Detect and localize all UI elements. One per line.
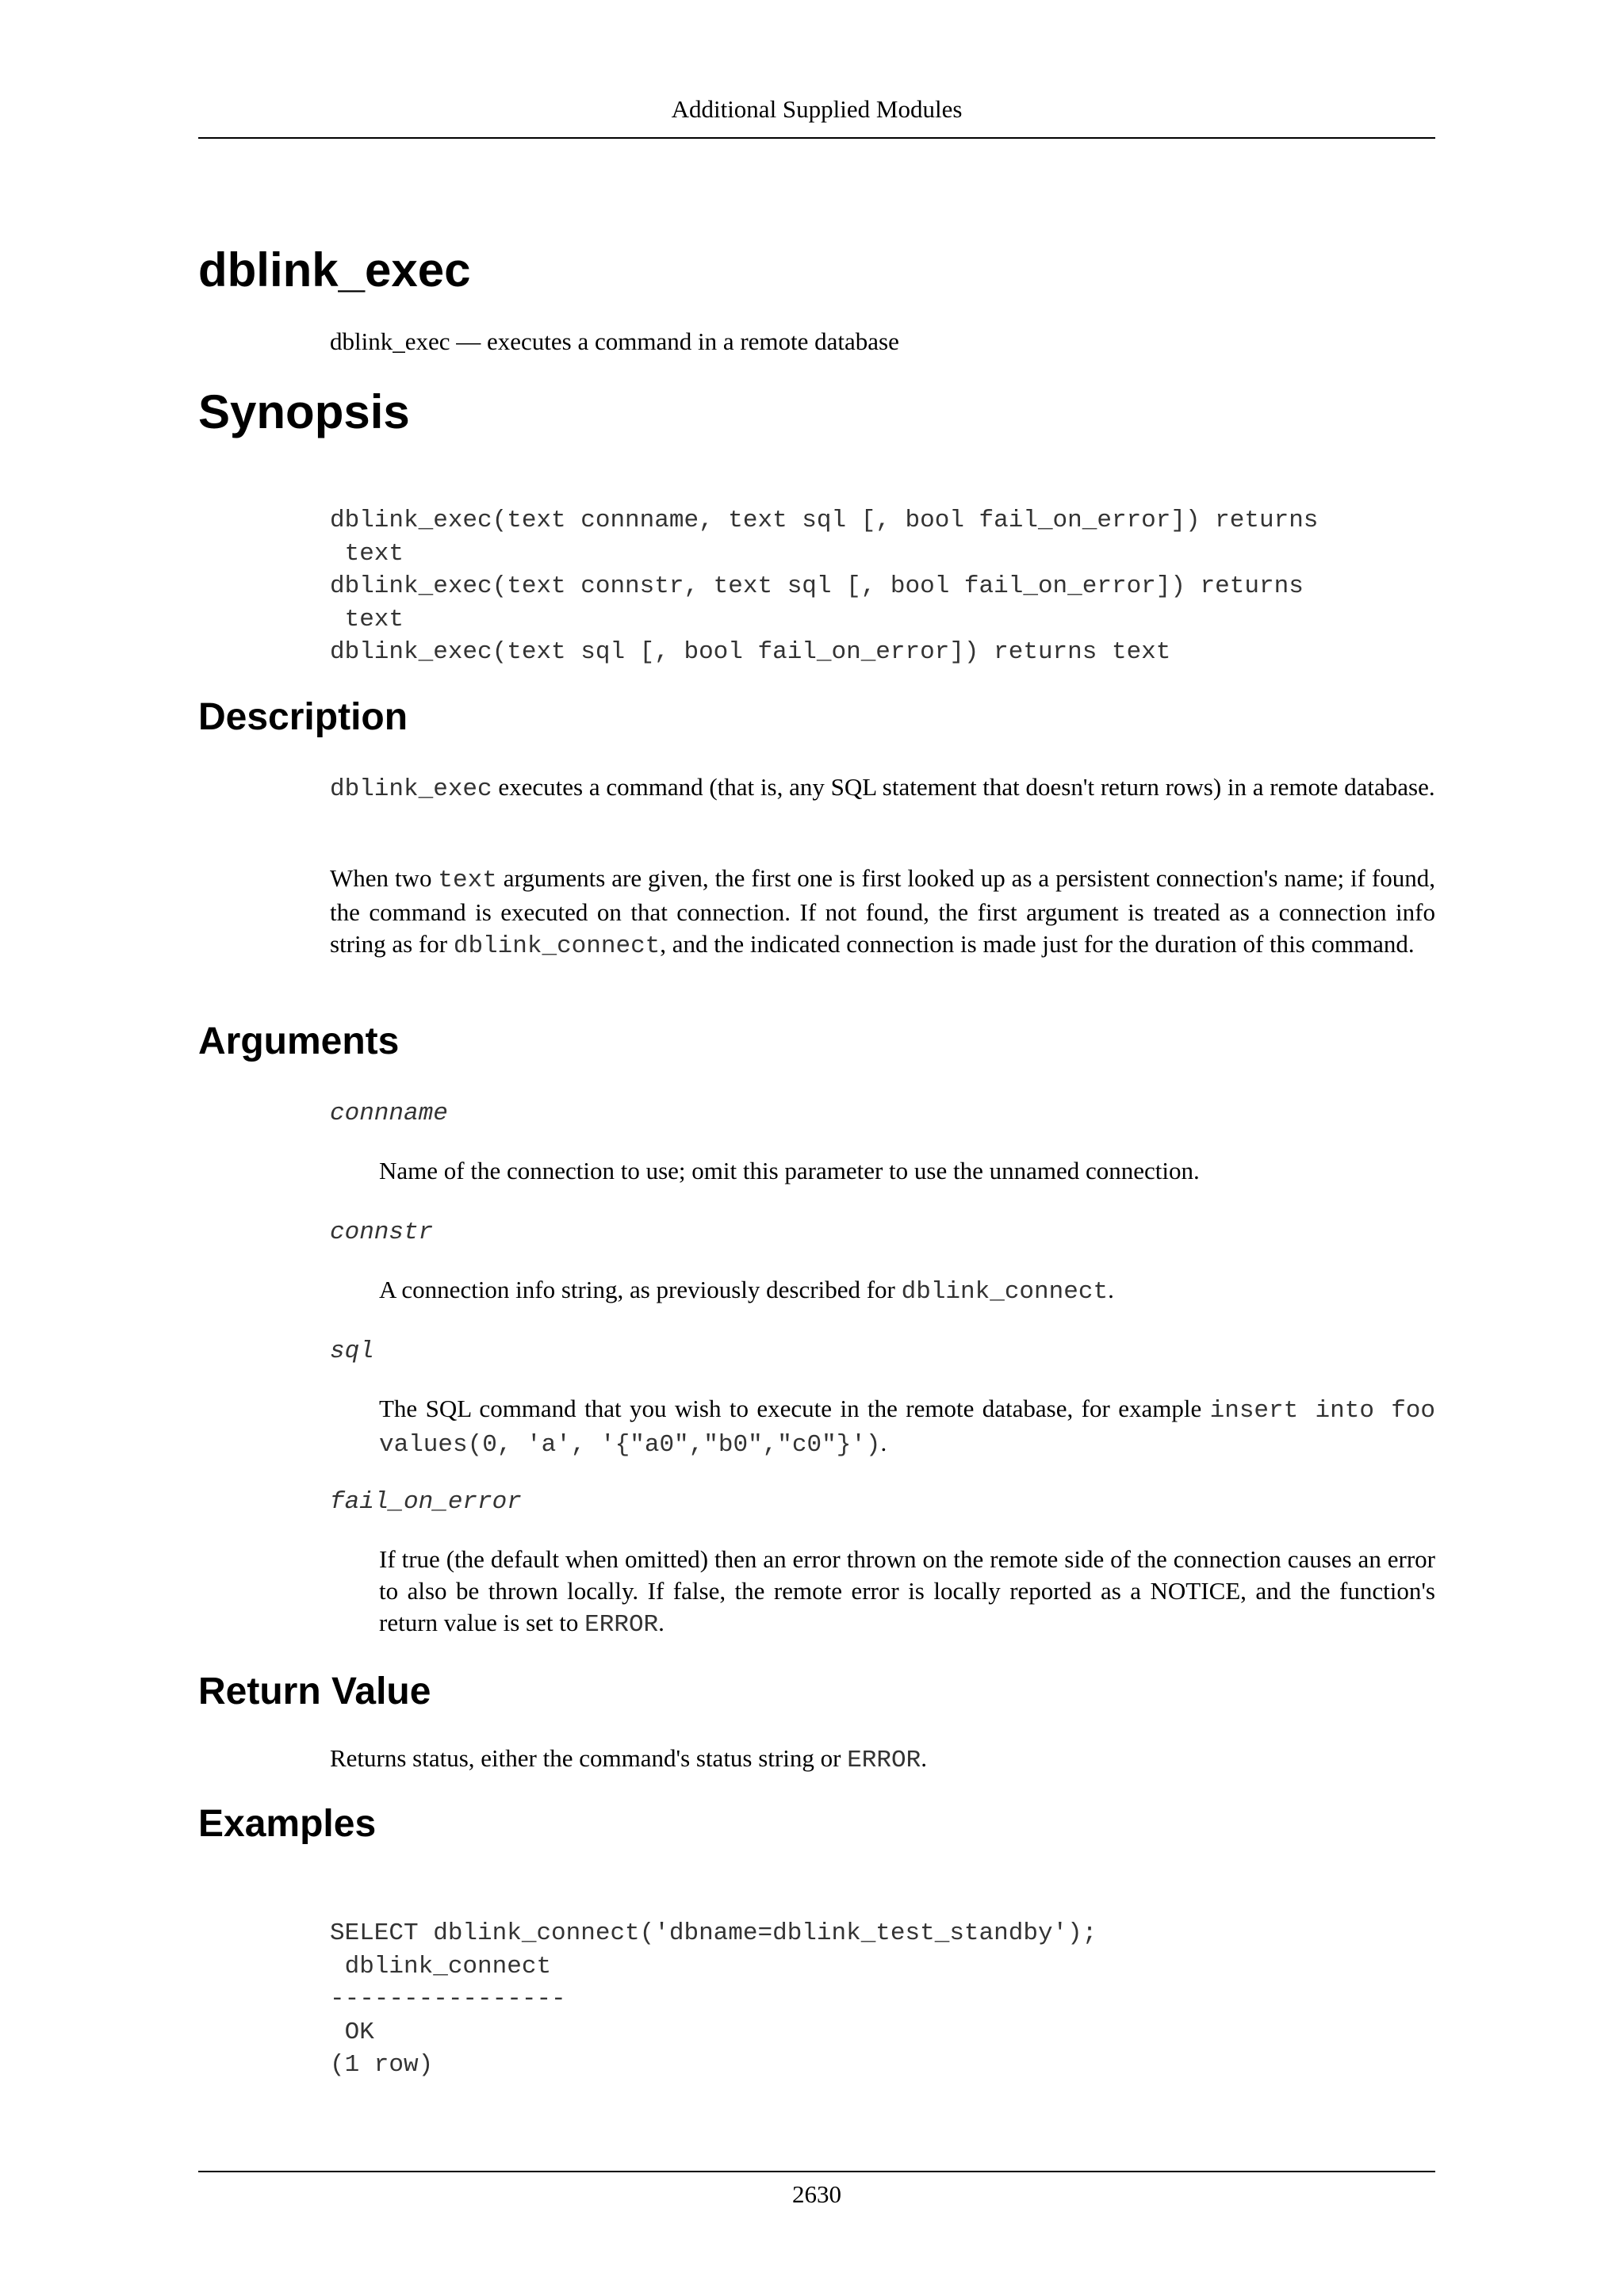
inline-code: ERROR — [847, 1747, 921, 1774]
inline-code: text — [438, 867, 497, 894]
running-header: Additional Supplied Modules — [671, 95, 963, 123]
description-paragraph-2 — [330, 863, 1435, 962]
argument-desc-sql: The SQL command that you wish to execute in the remote database, for example insert into foo values(0, 'a', '{"a0","b0","c0"}'). — [379, 1395, 1435, 1459]
paragraph-text: When two — [330, 864, 439, 892]
return-value-text: Returns status, either the command's status string or ERROR. — [330, 1744, 927, 1774]
synopsis-code: dblink_exec(text connname, text sql [, bool fail_on_error]) returns text dblink_exec(text connstr, text sql [, bool fail_on_error]) returns text dblink_exec(text sql [, bool fail_on_error]) returns text — [330, 507, 1319, 666]
examples-code: SELECT dblink_connect('dbname=dblink_test_standby'); dblink_connect ---------------- OK (1 row) — [330, 1919, 1097, 2079]
paragraph-text: , and the indicated connection is made just for the duration of this command. — [660, 930, 1415, 958]
argument-term-connname: connname — [330, 1100, 448, 1127]
examples-heading: Examples — [198, 1803, 377, 1845]
argument-desc-connname: Name of the connection to use; omit this parameter to use the unnamed connection. — [379, 1157, 1200, 1184]
refentry-purpose: dblink_exec — executes a command in a remote database — [330, 327, 899, 355]
argument-desc-fail-on-error: If true (the default when omitted) then an error thrown on the remote side of the connection causes an error to also be thrown locally. If false, the remote error is locally reported as a NOTICE, and the function's return value is set to ERROR. — [379, 1545, 1435, 1639]
inline-code: insert into foo values(0, 'a', '{"a0","b0","c0"}') — [379, 1397, 1435, 1459]
inline-code: dblink_connect — [901, 1278, 1109, 1306]
synopsis-heading: Synopsis — [198, 385, 410, 438]
header-rule — [198, 137, 1435, 139]
return-value-heading: Return Value — [198, 1670, 431, 1712]
argument-desc-connstr: A connection info string, as previously described for dblink_connect. — [379, 1276, 1114, 1306]
argument-term-sql: sql — [330, 1337, 374, 1365]
page-number: 2630 — [792, 2180, 841, 2208]
argument-term-connstr: connstr — [330, 1219, 434, 1246]
description-heading: Description — [198, 696, 408, 738]
footer-rule — [198, 2171, 1435, 2172]
inline-code: dblink_connect — [453, 932, 661, 960]
argument-term-fail-on-error: fail_on_error — [330, 1488, 522, 1516]
paragraph-text: executes a command (that is, any SQL statement that doesn't return rows) in a remote database. — [492, 773, 1435, 801]
refentry-title: dblink_exec — [198, 243, 471, 297]
paragraph-text: arguments are given, the first one is first looked up as a persistent connection's name; if found, the command is executed on that connection. If not found, the first argument is treated as a connection info string as for — [330, 864, 1435, 958]
arguments-heading: Arguments — [198, 1020, 400, 1062]
inline-code: dblink_exec — [330, 775, 492, 803]
description-paragraph-1 — [330, 771, 1435, 806]
inline-code: ERROR — [584, 1611, 659, 1639]
